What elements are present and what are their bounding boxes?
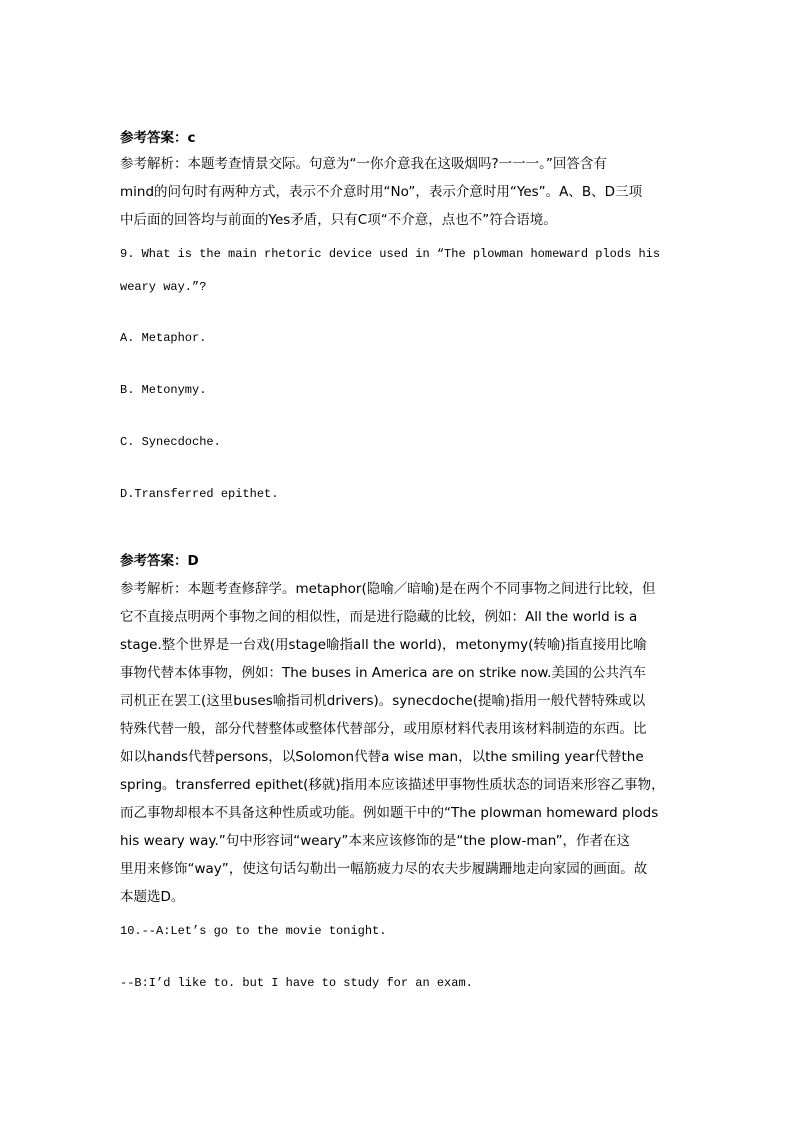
q9-question-line-2: weary way.”? — [120, 280, 207, 294]
q9-analysis-line-5: 司机正在罢工(这里buses喻指司机drivers)。synecdoche(提喻)指用一般代替特殊或以 — [120, 693, 646, 709]
q9-option-b: B. Metonymy. — [120, 383, 207, 397]
q9-analysis-line-11: 里用来修饰“way”，使这句话勾勒出一幅筋疲力尽的农夫步履蹒跚地走向家园的画面。故 — [120, 861, 648, 877]
q9-analysis-line-8: spring。transferred epithet(移就)指用本应该描述甲事物性质状态的词语来形容乙事物， — [120, 777, 665, 793]
q8-answer-label: 参考答案：c — [120, 130, 196, 146]
q9-option-a: A. Metaphor. — [120, 331, 207, 345]
q10-line-b: --B:I’d like to. but I have to study for an exam. — [120, 976, 473, 990]
q9-analysis-line-9: 而乙事物却根本不具备这种性质或功能。例如题干中的“The plowman homeward plods — [120, 805, 659, 821]
q8-analysis-line-1: 参考解析：本题考查情景交际。句意为“一你介意我在这吸烟吗?一一一。”回答含有 — [120, 156, 607, 172]
q9-analysis-line-12: 本题选D。 — [120, 889, 185, 905]
q9-option-d: D.Transferred epithet. — [120, 487, 279, 501]
q9-analysis-line-7: 如以hands代替persons，以Solomon代替a wise man，以the smiling year代替the — [120, 749, 644, 765]
q9-analysis-line-6: 特殊代替一般，部分代替整体或整体代替部分，或用原材料代表用该材料制造的东西。比 — [120, 721, 647, 737]
q8-analysis-line-3: 中后面的回答均与前面的Yes矛盾，只有C项“不介意，点也不”符合语境。 — [120, 212, 557, 228]
q9-analysis-line-10: his weary way.”句中形容词“weary”本来应该修饰的是“the plow-man”，作者在这 — [120, 833, 631, 849]
q9-analysis-line-4: 事物代替本体事物，例如：The buses in America are on strike now.美国的公共汽车 — [120, 665, 646, 681]
q9-analysis-line-3: stage.整个世界是一台戏(用stage喻指all the world)，metonymy(转喻)指直接用比喻 — [120, 637, 647, 653]
q9-analysis-line-1: 参考解析：本题考查修辞学。metaphor(隐喻／暗喻)是在两个不同事物之间进行比较，但 — [120, 581, 656, 597]
q9-analysis-line-2: 它不直接点明两个事物之间的相似性，而是进行隐藏的比较，例如：All the world is a — [120, 609, 638, 625]
q8-analysis-line-2: mind的问句时有两种方式，表示不介意时用“No”，表示介意时用“Yes”。A、B、D三项 — [120, 184, 643, 200]
q10-line-a: 10.--A:Let’s go to the movie tonight. — [120, 924, 387, 938]
q9-answer-label: 参考答案：D — [120, 553, 199, 569]
q9-question-line-1: 9. What is the main rhetoric device used in “The plowman homeward plods his — [120, 247, 661, 261]
q9-option-c: C. Synecdoche. — [120, 435, 221, 449]
